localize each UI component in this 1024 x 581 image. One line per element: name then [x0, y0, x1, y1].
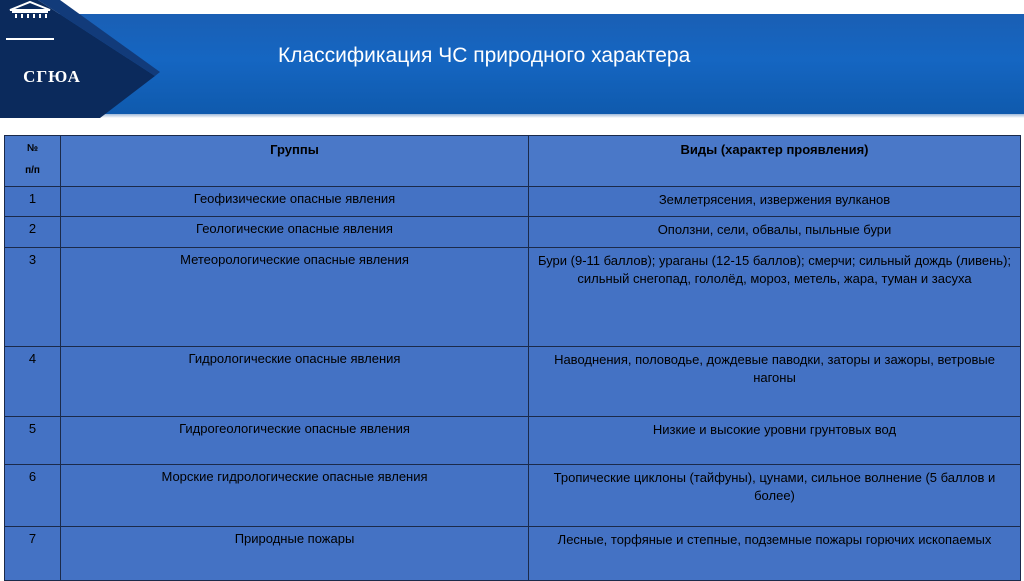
column-header-number-line2: п/п: [25, 165, 40, 176]
row-kind: Низкие и высокие уровни грунтовых вод: [529, 417, 1021, 465]
table-row: [5, 217, 1021, 248]
row-kind: Бури (9-11 баллов); ураганы (12-15 баллов); смерчи; сильный дождь (ливень); сильный снегопад, гололёд, мороз, метель, жара, туман и засуха: [529, 248, 1021, 347]
column-header-group: Группы: [61, 136, 529, 187]
row-kind: Землетрясения, извержения вулканов: [529, 187, 1021, 217]
column-header-kind: Виды (характер проявления): [529, 136, 1021, 187]
table-row: [5, 187, 1021, 217]
table-row: [5, 465, 1021, 527]
table-row: [5, 417, 1021, 465]
slide-header: [0, 0, 1024, 118]
row-kind: Оползни, сели, обвалы, пыльные бури: [529, 217, 1021, 248]
table-row: [5, 248, 1021, 347]
row-number: 4: [5, 347, 61, 417]
row-group: Природные пожары: [61, 527, 529, 581]
column-header-number: [5, 136, 61, 187]
row-number: 3: [5, 248, 61, 347]
column-header-number-line1: №: [26, 143, 39, 154]
row-group: Геологические опасные явления: [61, 217, 529, 248]
table-header-row: [5, 136, 1021, 187]
logo-block: [0, 0, 160, 118]
row-group: Геофизические опасные явления: [61, 187, 529, 217]
row-group: Гидрогеологические опасные явления: [61, 417, 529, 465]
row-group: Морские гидрологические опасные явления: [61, 465, 529, 527]
courthouse-emblem-icon: [0, 0, 60, 42]
row-kind: Тропические циклоны (тайфуны), цунами, сильное волнение (5 баллов и более): [529, 465, 1021, 527]
logo-text: СГЮА: [23, 67, 81, 86]
row-number: 5: [5, 417, 61, 465]
page-title: Классификация ЧС природного характера: [278, 44, 691, 67]
row-number: 2: [5, 217, 61, 248]
table-row: [5, 347, 1021, 417]
classification-table: [4, 135, 1021, 581]
row-group: Метеорологические опасные явления: [61, 248, 529, 347]
row-kind: Лесные, торфяные и степные, подземные пожары горючих ископаемых: [529, 527, 1021, 581]
row-number: 6: [5, 465, 61, 527]
table-row: [5, 527, 1021, 581]
row-number: 7: [5, 527, 61, 581]
row-number: 1: [5, 187, 61, 217]
row-group: Гидрологические опасные явления: [61, 347, 529, 417]
row-kind: Наводнения, половодье, дождевые паводки, заторы и зажоры, ветровые нагоны: [529, 347, 1021, 417]
